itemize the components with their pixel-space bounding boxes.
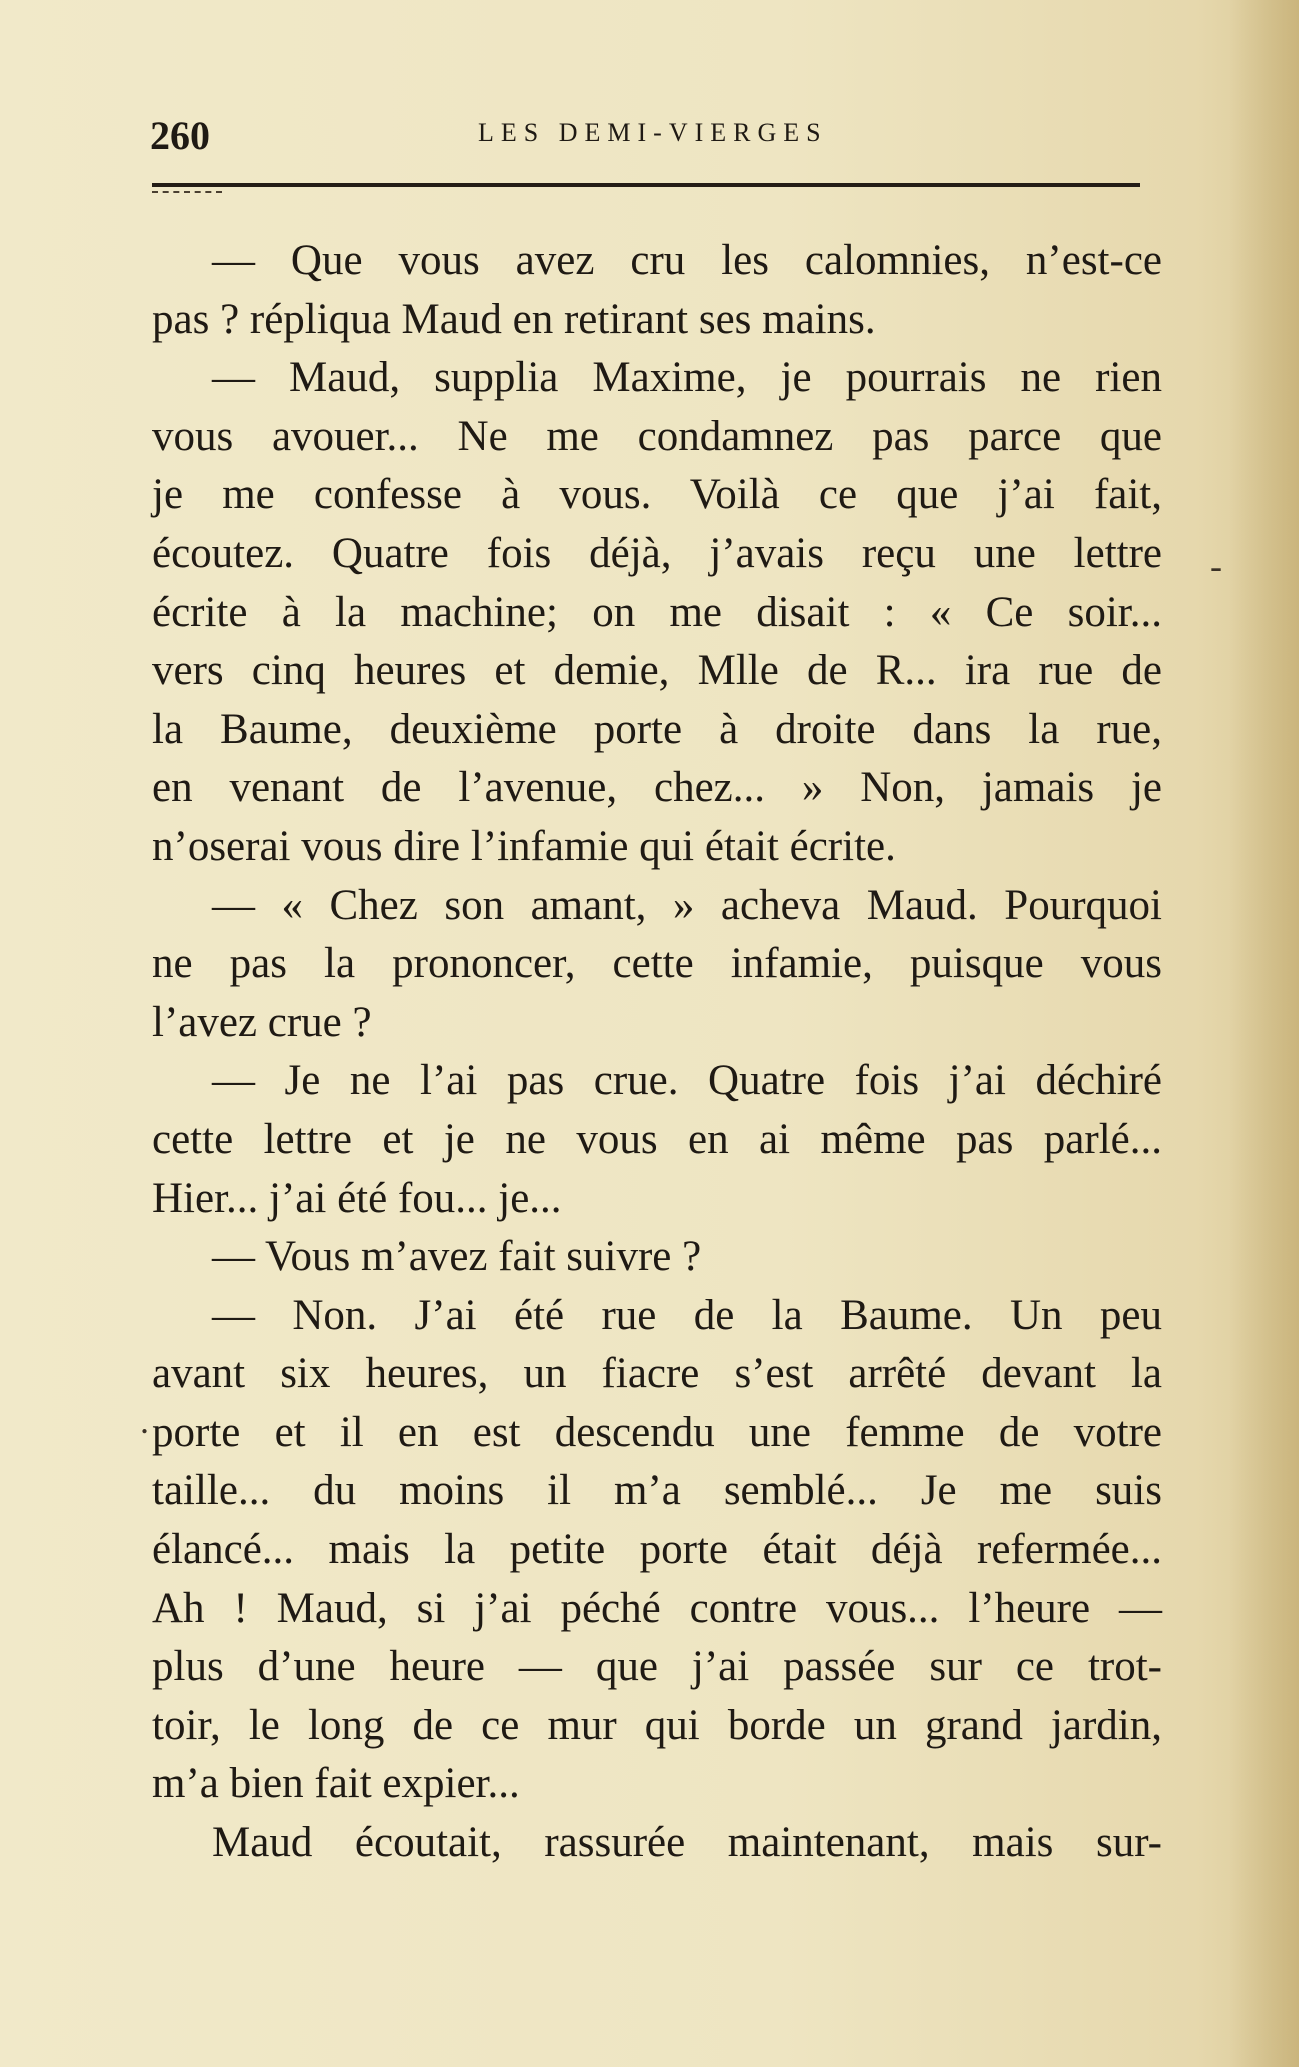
text-line: je me confesse à vous. Voilà ce que j’ai fait,	[152, 471, 1162, 519]
header-rule	[152, 183, 1140, 187]
text-line: n’oserai vous dire l’infamie qui était écrite.	[152, 822, 896, 870]
text-line: — Vous m’avez fait suivre ?	[212, 1233, 702, 1281]
page-header	[150, 108, 1150, 168]
text-line: écrite à la machine; on me disait : « Ce soir...	[152, 588, 1162, 636]
page-number: 260	[150, 113, 210, 158]
text-line: ne pas la prononcer, cette infamie, puisque vous	[152, 940, 1162, 988]
text-line: toir, le long de ce mur qui borde un grand jardin,	[152, 1701, 1162, 1749]
header-rule-dashes	[152, 191, 222, 193]
text-line: plus d’une heure — que j’ai passée sur ce trot-	[152, 1643, 1162, 1691]
text-line: l’avez crue ?	[152, 998, 372, 1046]
margin-dot-mark: .	[140, 1401, 149, 1441]
page-edge-shadow	[1229, 0, 1299, 2067]
text-line: la Baume, deuxième porte à droite dans la rue,	[152, 705, 1162, 753]
text-line: élancé... mais la petite porte était déjà refermée...	[152, 1526, 1162, 1574]
text-line: Maud écoutait, rassurée maintenant, mais sur-	[212, 1819, 1162, 1867]
text-line: m’a bien fait expier...	[152, 1760, 520, 1808]
running-head: LES DEMI-VIERGES	[478, 118, 828, 147]
text-line: cette lettre et je ne vous en ai même pas parlé...	[152, 1115, 1162, 1163]
text-line: Ah ! Maud, si j’ai péché contre vous... l’heure —	[152, 1584, 1162, 1632]
text-line: vers cinq heures et demie, Mlle de R... ira rue de	[152, 647, 1162, 695]
text-line: en venant de l’avenue, chez... » Non, jamais je	[152, 764, 1162, 812]
text-line: écoutez. Quatre fois déjà, j’avais reçu une lettre	[152, 529, 1162, 577]
text-line: taille... du moins il m’a semblé... Je me suis	[152, 1467, 1162, 1515]
text-line: avant six heures, un fiacre s’est arrêté devant la	[152, 1350, 1162, 1398]
text-line: — Je ne l’ai pas crue. Quatre fois j’ai déchiré	[212, 1057, 1162, 1105]
text-line: — Non. J’ai été rue de la Baume. Un peu	[212, 1291, 1162, 1339]
text-line: Hier... j’ai été fou... je...	[152, 1174, 562, 1222]
text-line: — Maud, supplia Maxime, je pourrais ne rien	[212, 354, 1162, 402]
text-line: pas ? répliqua Maud en retirant ses mains.	[152, 295, 876, 343]
text-line: vous avouer... Ne me condamnez pas parce que	[152, 412, 1162, 460]
text-line: porte et il en est descendu une femme de votre	[152, 1408, 1162, 1456]
margin-dash-mark: -	[1210, 546, 1222, 586]
text-line: — Que vous avez cru les calomnies, n’est-ce	[212, 237, 1162, 284]
text-line: — « Chez son amant, » acheva Maud. Pourquoi	[212, 881, 1162, 929]
body-text	[152, 232, 1162, 1873]
